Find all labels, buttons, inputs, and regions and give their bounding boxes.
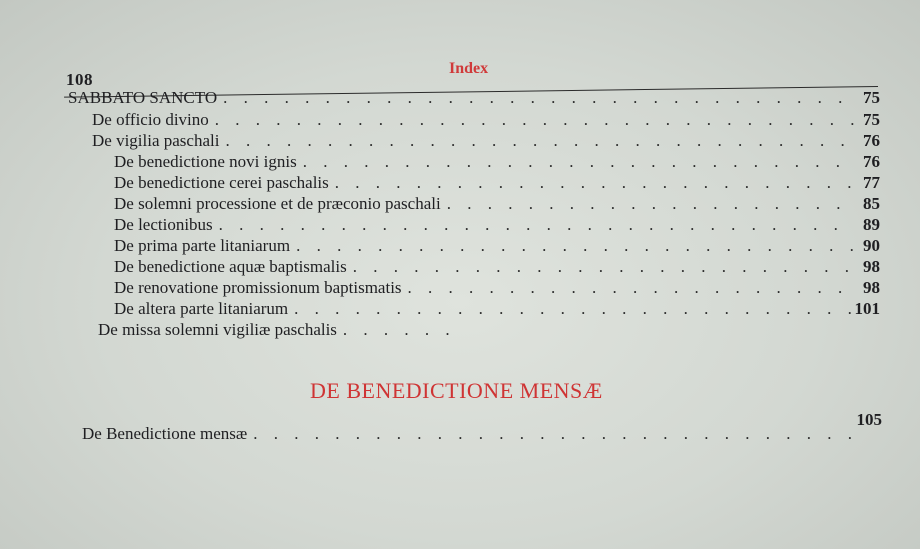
dot-leader [215,110,854,130]
dot-leader [219,215,854,235]
running-head: Index [449,60,489,77]
toc-entry-label: SABBATO SANCTO [68,88,218,107]
dot-leader [335,173,854,193]
dot-leader [223,88,854,108]
toc-entry [114,173,880,193]
dot-leader [343,320,458,340]
toc-entry [98,320,458,340]
toc-entry-label: De vigilia paschali [92,131,220,150]
dot-leader [294,299,850,319]
toc-entry [114,194,880,214]
toc-entry-label: De officio divino [92,110,209,129]
toc-entry [114,278,880,298]
dot-leader [253,424,852,444]
toc-entry-label: De benedictione aquæ baptismalis [114,257,347,276]
toc-entry-page: 76 [863,152,880,171]
dot-leader [303,152,854,172]
toc-entry-page: 98 [863,278,880,297]
dot-leader [225,131,854,151]
page-number: 108 [66,70,93,89]
toc-entry-label: De benedictione cerei paschalis [114,173,329,192]
toc-entry-page: 89 [863,215,880,234]
toc-entry-page: 75 [863,88,880,107]
toc-entry-page: 77 [863,173,880,192]
toc-entry-page: 76 [863,131,880,150]
toc-entry-label: De missa solemni vigiliæ paschalis [98,320,337,339]
toc-entry [114,215,880,235]
toc-entry-label: De prima parte litaniarum [114,236,291,255]
toc-entry-label: De altera parte litaniarum [114,299,289,318]
dot-leader [408,278,854,298]
toc-entry [82,410,882,444]
toc-entry [114,236,880,256]
toc-entry-label: De renovatione promissionum baptismatis [114,278,402,297]
toc-entry-page: 105 [856,410,882,429]
toc-entry [114,257,880,277]
toc-entry-label: De benedictione novi ignis [114,152,297,171]
toc-entry-page: 98 [863,257,880,276]
dot-leader [447,194,854,214]
toc-entry [114,152,880,172]
toc-entry [92,131,880,151]
dot-leader [353,257,854,277]
toc-entry [114,299,880,319]
toc-entry-page: 90 [863,236,880,255]
toc-entry-page: 75 [863,110,880,129]
toc-entry-label: De solemni processione et de præconio paschali [114,194,441,213]
toc-entry [68,88,880,108]
toc-entry-page: 85 [863,194,880,213]
toc-entry [92,110,880,130]
section-heading: DE BENEDICTIONE MENSÆ [310,378,603,403]
dot-leader [296,236,854,256]
toc-entry-label: De Benedictione mensæ [82,424,248,443]
toc-entry-label: De lectionibus [114,215,213,234]
toc-entry-page: 101 [854,299,880,318]
